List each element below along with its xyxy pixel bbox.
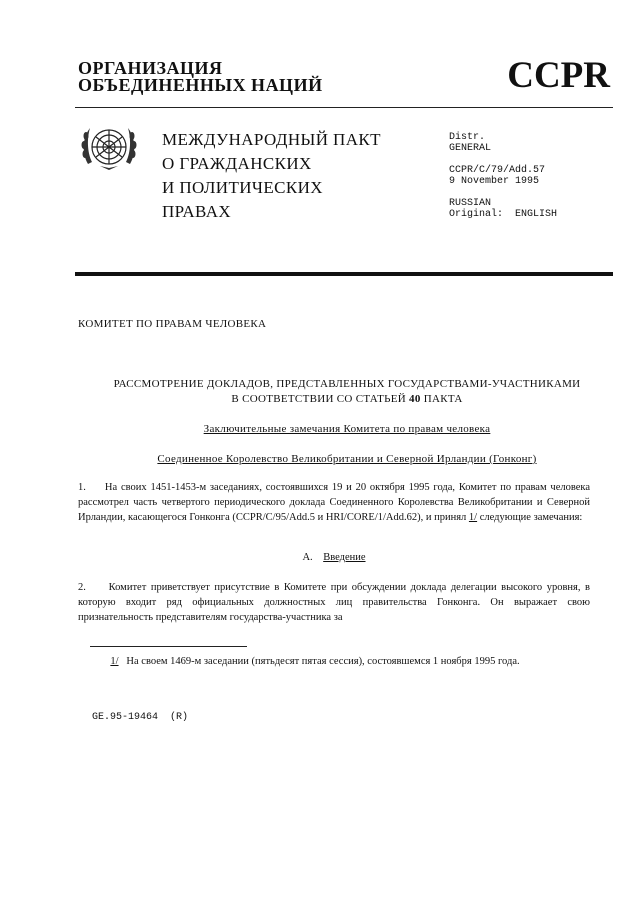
org-line-2: ОБЪЕДИНЕННЫХ НАЦИЙ [78,75,323,95]
header-thick-rule [75,272,613,276]
footnote-text: На своем 1469-м заседании (пятьдесят пятая сессия), состоявшемся 1 ноября 1995 года. [126,656,520,667]
title-line-2 [78,392,616,407]
paragraph-2 [78,580,590,625]
section-a-title: Введение [323,552,366,563]
meta-doc-symbol: CCPR/C/79/Add.57 [449,165,546,176]
document-symbol-heading: CCPR [507,55,610,96]
covenant-line-3: И ПОЛИТИЧЕСКИХ [162,178,323,197]
committee-name: КОМИТЕТ ПО ПРАВАМ ЧЕЛОВЕКА [78,318,267,330]
job-number: GE.95-19464 (R) [92,712,189,723]
un-emblem-icon [78,120,140,176]
footnote [92,654,590,669]
header-rule [75,107,613,108]
subtitle: Заключительные замечания Комитета по правам человека [203,423,491,435]
section-a-heading [78,550,590,565]
paragraph-2-number: 2. [78,582,86,593]
covenant-line-4: ПРАВАХ [162,202,232,221]
meta-language: RUSSIAN [449,198,492,209]
country-heading: Соединенное Королевство Великобритании и Северной Ирландии (Гонконг) [157,453,537,465]
paragraph-1-text-end: следующие замечания: [479,512,583,523]
org-line-1: ОРГАНИЗАЦИЯ [78,58,223,78]
covenant-line-1: МЕЖДУНАРОДНЫЙ ПАКТ [162,130,381,149]
report-title [78,377,616,407]
covenant-title [162,128,381,224]
title-line-1: РАССМОТРЕНИЕ ДОКЛАДОВ, ПРЕДСТАВЛЕННЫХ ГОСУДАРСТВАМИ-УЧАСТНИКАМИ [113,378,581,390]
title-article-number: 40 [409,393,421,405]
footnote-marker: 1/ [110,656,119,667]
meta-date: 9 November 1995 [449,176,540,187]
paragraph-1 [78,480,590,525]
title-line-2-pre: В СООТВЕТСТВИИ СО СТАТЬЕЙ [231,393,406,405]
meta-distr: Distr. [449,132,486,143]
title-line-2-post: ПАКТА [423,393,463,405]
document-meta [449,132,557,220]
paragraph-1-text: На своих 1451-1453-м заседаниях, состоявшихся 19 и 20 октября 1995 года, Комитет по правам человека рассмотрел часть четвертого периодического доклада Соединенного Королевства Великобритании и Северной Ирландии, касающегося Гонконга (CCPR/C/95/Add.5 и HRI/CORE/1/Add.62), и принял [78,482,590,523]
organization-name [78,60,323,94]
paragraph-2-text: Комитет приветствует присутствие в Комитете при обсуждении доклада делегации высокого уровня, в которую входит ряд официальных должностных лиц правительства Гонконга. Он выражает свою признательность представителям государства-участника за [78,582,591,623]
footnote-reference: 1/ [468,512,478,523]
section-a-letter: A. [302,552,313,563]
paragraph-1-number: 1. [78,482,86,493]
covenant-line-2: О ГРАЖДАНСКИХ [162,154,312,173]
meta-general: GENERAL [449,143,492,154]
meta-original: Original: ENGLISH [449,209,558,220]
footnote-rule [90,646,247,647]
